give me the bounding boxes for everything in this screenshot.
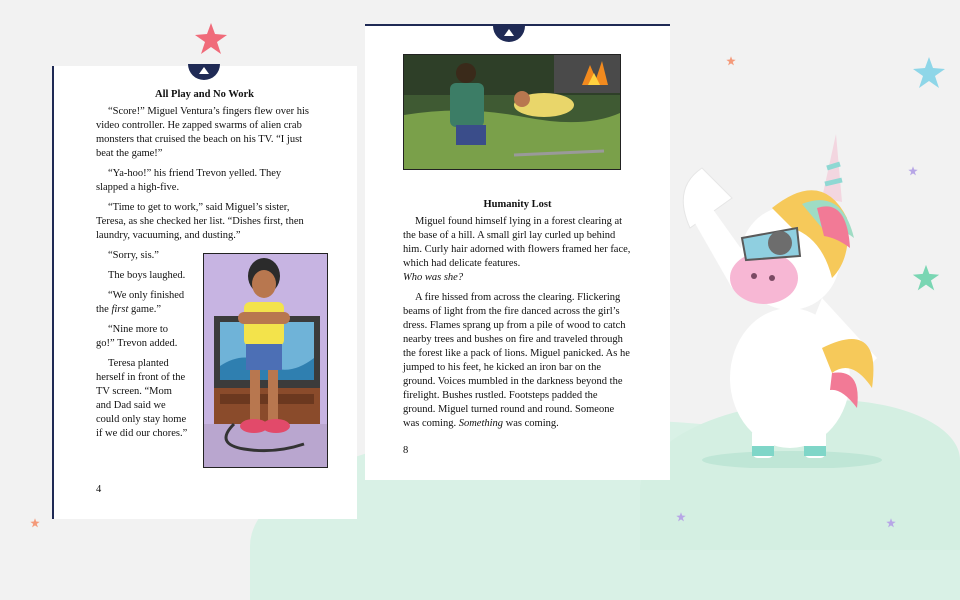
green-star-icon xyxy=(912,264,940,292)
story-paragraph: “Score!” Miguel Ventura’s fingers flew over his video controller. He zapped swarms of alien crab monsters that cruised the beach on his TV. “I just beat the game!” xyxy=(96,106,309,159)
page-tab-icon xyxy=(188,64,220,80)
small-star-icon xyxy=(30,518,40,528)
dabbing-unicorn-icon xyxy=(672,128,882,468)
page-number: 4 xyxy=(96,484,102,495)
chapter-title: All Play and No Work xyxy=(155,89,254,100)
story-paragraph: Who was she? xyxy=(403,272,464,283)
chapter-title: Humanity Lost xyxy=(483,199,552,210)
story-paragraph: “Sorry, sis.” xyxy=(108,250,159,261)
wrapped-text-column xyxy=(96,249,188,441)
book-page-left xyxy=(52,66,357,519)
story-paragraph: A fire hissed from across the clearing. Flickering beams of light from the fire danced across the girl’s dress. Flames sprang up from a pile of wood to catch nearby trees and bushes on fire and traveled through the forest like a pack of lions. Miguel panicked. As he jumped to his feet, he kicked an iron bar on the ground. Voices mumbled in the darkness beyond the firelight. Bushes rustled. Footsteps padded the ground. Miguel turned round and round. Someone was coming. Something was coming. xyxy=(403,292,630,429)
story-paragraph: “Nine more to go!” Trevon added. xyxy=(96,324,178,349)
small-star-icon xyxy=(908,166,918,176)
teal-star-icon xyxy=(912,56,946,90)
small-star-icon xyxy=(676,512,686,522)
small-star-icon xyxy=(726,56,736,66)
story-paragraph: “Ya-hoo!” his friend Trevon yelled. They slapped a high-five. xyxy=(96,168,282,193)
story-paragraph: Miguel found himself lying in a forest clearing at the base of a hill. A small girl lay curled up behind him. Curly hair adorned with flowers framed her face, which had delicate features. xyxy=(403,216,631,269)
pink-star-icon xyxy=(194,22,228,56)
small-star-icon xyxy=(886,518,896,528)
page-number: 8 xyxy=(403,445,409,456)
story-paragraph: Teresa planted herself in front of the TV screen. “Mom and Dad said we could only stay home if we did our chores.” xyxy=(96,358,188,439)
story-paragraph: “Time to get to work,” said Miguel’s sister, Teresa, as she checked her list. “Dishes first, then laundry, vacuuming, and dusting.” xyxy=(96,202,304,241)
story-paragraph: The boys laughed. xyxy=(108,270,186,281)
illustration-girl-tv xyxy=(203,253,328,468)
page-tab-icon xyxy=(493,26,525,42)
illustration-forest-fire xyxy=(403,54,621,170)
book-page-right xyxy=(365,24,670,480)
story-paragraph: “We only finished the first game.” xyxy=(96,290,185,315)
